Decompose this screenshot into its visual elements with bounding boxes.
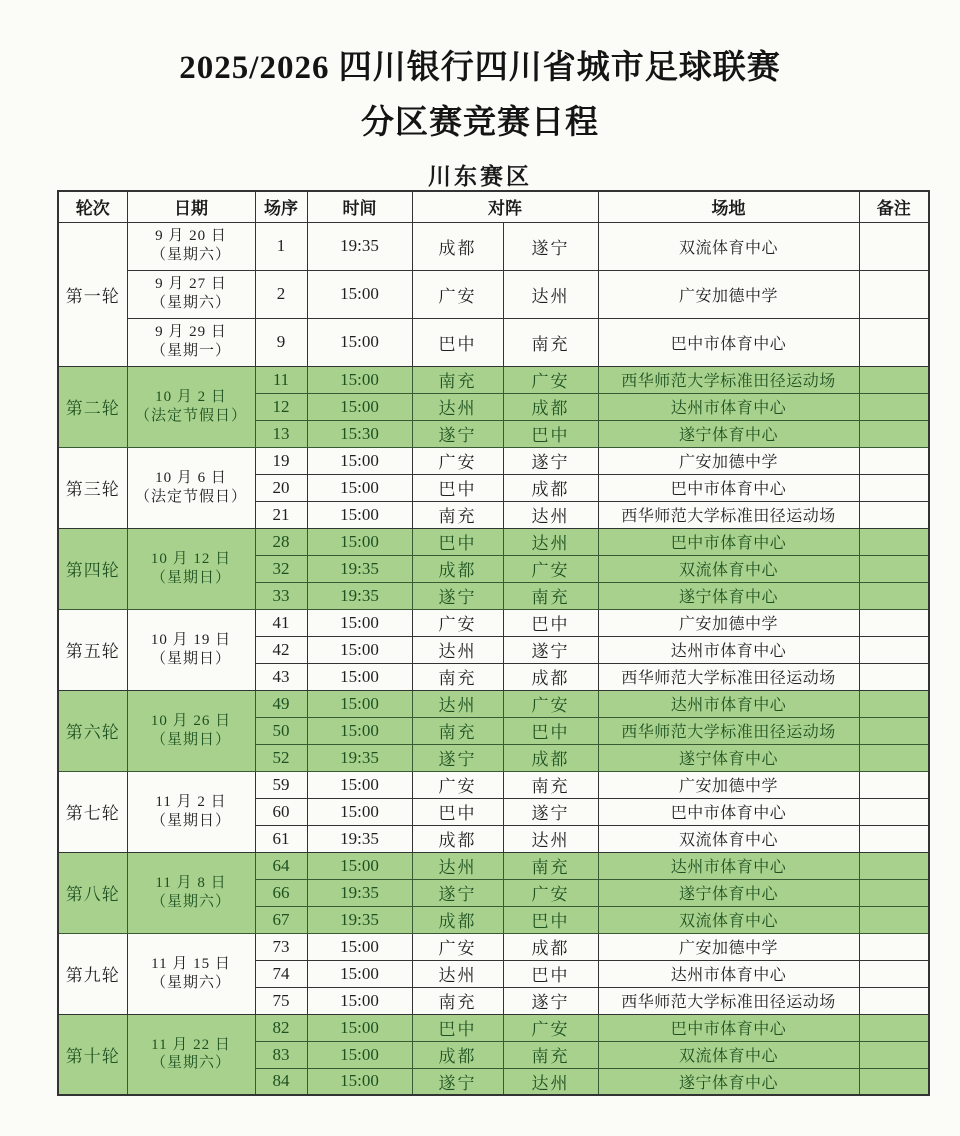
match-time: 15:00 [307,771,412,798]
match-time: 15:00 [307,960,412,987]
match-number: 61 [255,825,307,852]
away-team: 广安 [503,366,598,393]
home-team: 广安 [412,447,503,474]
date-cell [127,270,255,318]
away-team: 巴中 [503,609,598,636]
venue: 西华师范大学标准田径运动场 [598,987,859,1014]
schedule-table [57,190,930,1096]
note-cell [859,270,929,318]
note-cell [859,366,929,393]
match-time: 15:00 [307,501,412,528]
venue: 遂宁体育中心 [598,420,859,447]
venue: 西华师范大学标准田径运动场 [598,501,859,528]
venue: 双流体育中心 [598,906,859,933]
date-cell [127,528,255,609]
match-number: 32 [255,555,307,582]
match-time: 15:00 [307,987,412,1014]
match-time: 15:00 [307,474,412,501]
away-team: 达州 [503,528,598,555]
match-number: 82 [255,1014,307,1041]
away-team: 遂宁 [503,636,598,663]
date-weekday-text: （星期日） [150,569,231,586]
venue: 达州市体育中心 [598,852,859,879]
note-cell [859,879,929,906]
match-time: 19:35 [307,744,412,771]
header-row [58,191,929,222]
match-row [58,852,929,879]
match-number: 19 [255,447,307,474]
date-weekday-text: （星期六） [150,247,231,263]
round-label: 第五轮 [58,609,127,690]
date-cell [127,1014,255,1095]
date-cell [127,447,255,528]
away-team: 广安 [503,555,598,582]
date-cell [127,609,255,690]
date-text: 9 月 27 日 [155,276,227,293]
match-time: 15:00 [307,528,412,555]
home-team: 广安 [412,609,503,636]
match-time: 15:00 [307,393,412,420]
date-cell [127,771,255,852]
home-team: 巴中 [412,1014,503,1041]
round-label: 第四轮 [58,528,127,609]
match-number: 42 [255,636,307,663]
home-team: 成都 [412,906,503,933]
match-number: 33 [255,582,307,609]
date-text: 10 月 2 日 [155,388,227,405]
date-text: 10 月 19 日 [150,631,232,648]
date-cell [127,933,255,1014]
note-cell [859,609,929,636]
home-team: 达州 [412,393,503,420]
home-team: 成都 [412,555,503,582]
venue: 广安加德中学 [598,270,859,318]
date-text: 10 月 12 日 [150,550,232,567]
col-header-note: 备注 [859,191,929,222]
away-team: 遂宁 [503,447,598,474]
note-cell [859,501,929,528]
home-team: 成都 [412,825,503,852]
match-number: 43 [255,663,307,690]
match-number: 1 [255,222,307,270]
round-label: 第二轮 [58,366,127,447]
col-header-venue: 场地 [598,191,859,222]
match-time: 19:35 [307,906,412,933]
away-team: 巴中 [503,960,598,987]
match-number: 83 [255,1041,307,1068]
date-text: 10 月 26 日 [150,712,232,729]
home-team: 遂宁 [412,879,503,906]
away-team: 遂宁 [503,798,598,825]
match-number: 84 [255,1068,307,1095]
note-cell [859,528,929,555]
match-time: 19:35 [307,222,412,270]
away-team: 南充 [503,1041,598,1068]
match-time: 19:35 [307,582,412,609]
match-time: 19:35 [307,825,412,852]
match-time: 15:00 [307,447,412,474]
match-row [58,222,929,270]
match-time: 15:00 [307,1068,412,1095]
away-team: 达州 [503,501,598,528]
note-cell [859,771,929,798]
match-row [58,447,929,474]
note-cell [859,318,929,366]
away-team: 巴中 [503,717,598,744]
home-team: 达州 [412,690,503,717]
match-time: 15:00 [307,270,412,318]
venue: 双流体育中心 [598,555,859,582]
round-label: 第八轮 [58,852,127,933]
note-cell [859,582,929,609]
venue: 西华师范大学标准田径运动场 [598,717,859,744]
round-label: 第三轮 [58,447,127,528]
home-team: 遂宁 [412,744,503,771]
home-team: 广安 [412,270,503,318]
match-number: 12 [255,393,307,420]
col-header-date: 日期 [127,191,255,222]
away-team: 成都 [503,933,598,960]
venue: 西华师范大学标准田径运动场 [598,366,859,393]
match-number: 64 [255,852,307,879]
round-label: 第六轮 [58,690,127,771]
home-team: 巴中 [412,798,503,825]
match-number: 67 [255,906,307,933]
note-cell [859,906,929,933]
date-cell [127,852,255,933]
document-title-line2: 分区赛竞赛日程 [361,105,599,141]
away-team: 成都 [503,393,598,420]
away-team: 达州 [503,270,598,318]
match-row [58,609,929,636]
note-cell [859,798,929,825]
venue: 广安加德中学 [598,933,859,960]
venue: 遂宁体育中心 [598,582,859,609]
col-header-match-no: 场序 [255,191,307,222]
match-time: 15:00 [307,852,412,879]
note-cell [859,1014,929,1041]
date-text: 11 月 15 日 [151,955,231,972]
date-weekday-text: （法定节假日） [134,407,247,424]
match-row [58,318,929,366]
match-row [58,771,929,798]
date-weekday-text: （星期六） [150,893,231,910]
date-weekday-text: （星期日） [150,650,231,667]
venue: 巴中市体育中心 [598,798,859,825]
venue: 达州市体育中心 [598,393,859,420]
division-subtitle: 川东赛区 [428,164,532,189]
match-row [58,270,929,318]
match-row [58,366,929,393]
note-cell [859,852,929,879]
match-number: 20 [255,474,307,501]
match-number: 28 [255,528,307,555]
date-cell [127,690,255,771]
date-text: 11 月 22 日 [151,1036,231,1053]
match-number: 9 [255,318,307,366]
away-team: 广安 [503,879,598,906]
match-number: 50 [255,717,307,744]
match-time: 15:00 [307,636,412,663]
venue: 达州市体育中心 [598,690,859,717]
round-label: 第十轮 [58,1014,127,1095]
date-weekday-text: （星期一） [150,343,231,359]
venue: 遂宁体育中心 [598,744,859,771]
home-team: 南充 [412,987,503,1014]
date-cell [127,366,255,447]
match-number: 13 [255,420,307,447]
match-time: 19:35 [307,555,412,582]
note-cell [859,933,929,960]
date-weekday-text: （星期六） [150,974,231,991]
away-team: 广安 [503,690,598,717]
round-label: 第一轮 [58,222,127,366]
note-cell [859,474,929,501]
match-row [58,933,929,960]
note-cell [859,636,929,663]
col-header-round: 轮次 [58,191,127,222]
venue: 双流体育中心 [598,825,859,852]
home-team: 遂宁 [412,582,503,609]
home-team: 南充 [412,501,503,528]
away-team: 达州 [503,825,598,852]
home-team: 遂宁 [412,420,503,447]
note-cell [859,393,929,420]
match-number: 2 [255,270,307,318]
home-team: 广安 [412,771,503,798]
match-row [58,1014,929,1041]
home-team: 遂宁 [412,1068,503,1095]
home-team: 达州 [412,960,503,987]
match-time: 15:00 [307,318,412,366]
away-team: 遂宁 [503,987,598,1014]
away-team: 遂宁 [503,222,598,270]
date-weekday-text: （星期日） [150,812,231,829]
match-number: 73 [255,933,307,960]
match-number: 11 [255,366,307,393]
venue: 西华师范大学标准田径运动场 [598,663,859,690]
match-time: 15:00 [307,798,412,825]
home-team: 达州 [412,852,503,879]
match-row [58,690,929,717]
match-time: 15:00 [307,717,412,744]
note-cell [859,420,929,447]
venue: 广安加德中学 [598,447,859,474]
away-team: 巴中 [503,906,598,933]
venue: 遂宁体育中心 [598,1068,859,1095]
note-cell [859,663,929,690]
date-weekday-text: （星期六） [150,295,231,311]
round-label: 第九轮 [58,933,127,1014]
match-time: 15:00 [307,366,412,393]
home-team: 达州 [412,636,503,663]
away-team: 达州 [503,1068,598,1095]
note-cell [859,1068,929,1095]
venue: 广安加德中学 [598,609,859,636]
match-time: 15:00 [307,1041,412,1068]
date-text: 9 月 20 日 [155,228,227,245]
note-cell [859,447,929,474]
date-cell [127,318,255,366]
away-team: 南充 [503,318,598,366]
match-number: 60 [255,798,307,825]
away-team: 南充 [503,852,598,879]
date-text: 9 月 29 日 [155,324,227,341]
match-number: 74 [255,960,307,987]
document-title-line1: 2025/2026 四川银行四川省城市足球联赛 [179,50,781,86]
note-cell [859,744,929,771]
match-number: 49 [255,690,307,717]
match-row [58,528,929,555]
note-cell [859,987,929,1014]
match-number: 59 [255,771,307,798]
note-cell [859,717,929,744]
venue: 巴中市体育中心 [598,528,859,555]
venue: 双流体育中心 [598,222,859,270]
match-number: 66 [255,879,307,906]
home-team: 广安 [412,933,503,960]
match-time: 15:00 [307,1014,412,1041]
match-time: 15:00 [307,609,412,636]
home-team: 成都 [412,1041,503,1068]
venue: 巴中市体育中心 [598,318,859,366]
date-text: 10 月 6 日 [155,469,227,486]
venue: 双流体育中心 [598,1041,859,1068]
home-team: 南充 [412,663,503,690]
away-team: 南充 [503,582,598,609]
home-team: 南充 [412,717,503,744]
venue: 巴中市体育中心 [598,1014,859,1041]
date-weekday-text: （星期六） [150,1055,231,1072]
home-team: 巴中 [412,318,503,366]
match-number: 21 [255,501,307,528]
match-time: 15:00 [307,690,412,717]
away-team: 成都 [503,744,598,771]
match-number: 75 [255,987,307,1014]
note-cell [859,690,929,717]
home-team: 南充 [412,366,503,393]
date-text: 11 月 8 日 [155,874,227,891]
away-team: 广安 [503,1014,598,1041]
note-cell [859,1041,929,1068]
venue: 巴中市体育中心 [598,474,859,501]
venue: 广安加德中学 [598,771,859,798]
match-time: 15:00 [307,933,412,960]
match-time: 19:35 [307,879,412,906]
date-cell [127,222,255,270]
col-header-matchup: 对阵 [412,191,598,222]
venue: 达州市体育中心 [598,636,859,663]
round-label: 第七轮 [58,771,127,852]
date-weekday-text: （法定节假日） [134,488,247,505]
col-header-time: 时间 [307,191,412,222]
match-time: 15:30 [307,420,412,447]
away-team: 巴中 [503,420,598,447]
note-cell [859,825,929,852]
note-cell [859,960,929,987]
home-team: 巴中 [412,474,503,501]
match-number: 52 [255,744,307,771]
away-team: 成都 [503,663,598,690]
away-team: 成都 [503,474,598,501]
match-time: 15:00 [307,663,412,690]
note-cell [859,555,929,582]
venue: 达州市体育中心 [598,960,859,987]
away-team: 南充 [503,771,598,798]
match-number: 41 [255,609,307,636]
home-team: 巴中 [412,528,503,555]
venue: 遂宁体育中心 [598,879,859,906]
date-text: 11 月 2 日 [155,793,227,810]
note-cell [859,222,929,270]
date-weekday-text: （星期日） [150,731,231,748]
home-team: 成都 [412,222,503,270]
